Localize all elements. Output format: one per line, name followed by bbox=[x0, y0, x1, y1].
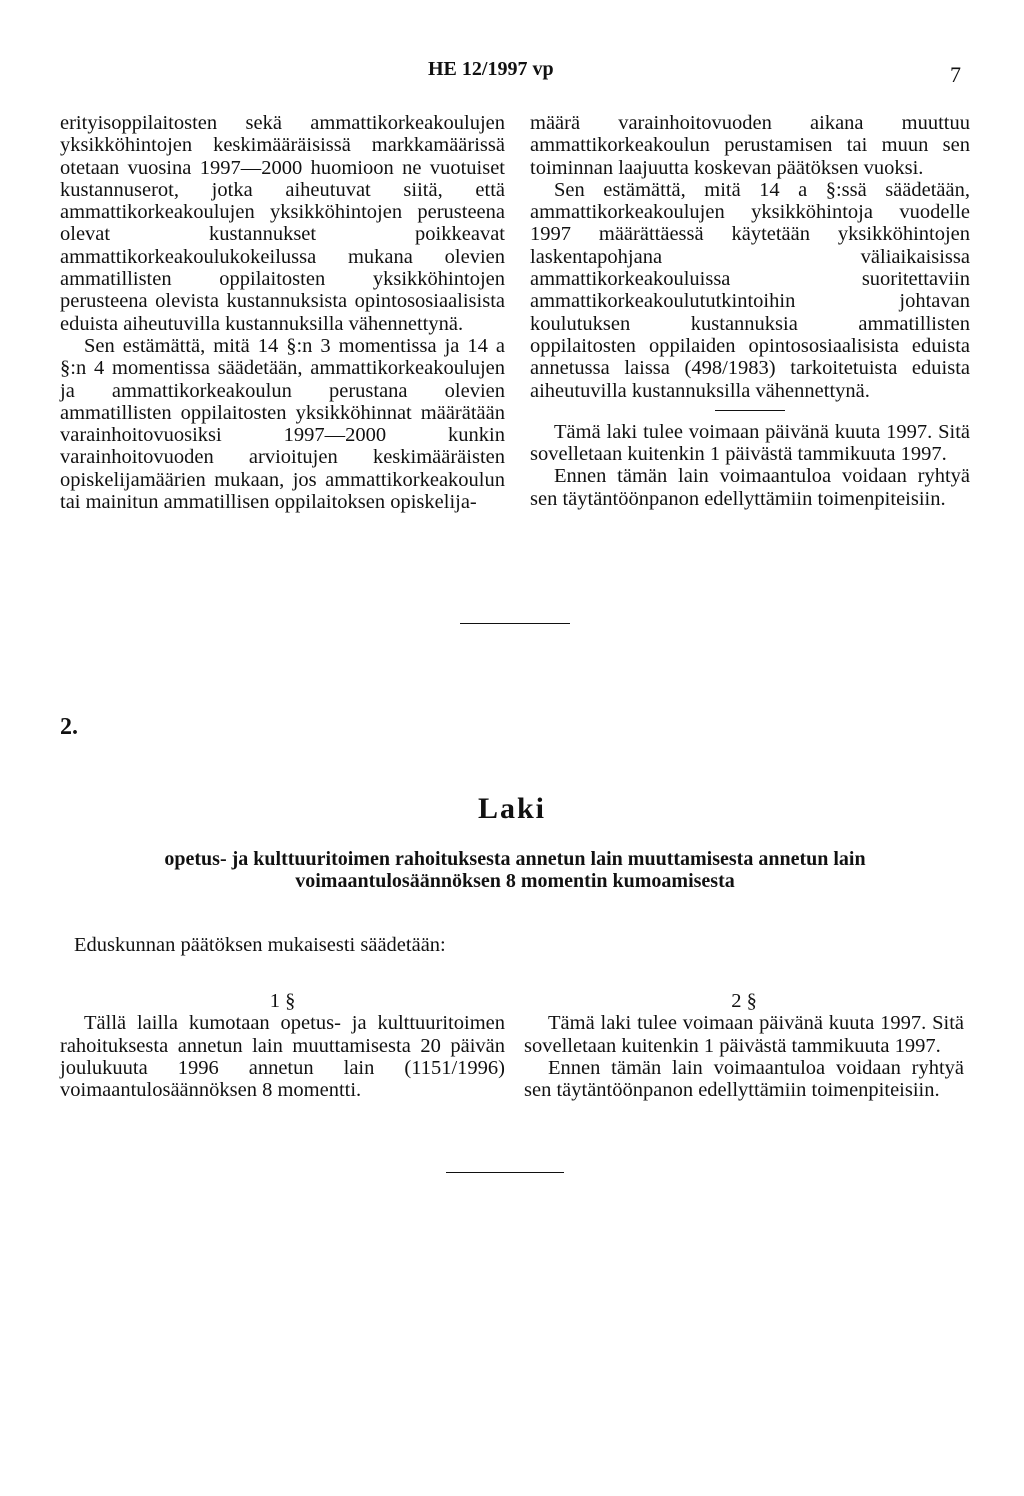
law-subtitle-line-1: opetus- ja kulttuuritoimen rahoituksesta annetun lain muuttamisesta annetun lain bbox=[164, 848, 866, 870]
section-1-heading: 1 § bbox=[269, 990, 296, 1012]
law-title: Laki bbox=[477, 792, 547, 825]
section-1-paragraph: Tällä lailla kumotaan opetus- ja kulttuuritoimen rahoituksesta annetun lain muuttamisesta 20 päivän joulukuuta 1996 annetun lain (1151/1996) voimaantulosäännöksen 8 momentti. bbox=[60, 1012, 505, 1102]
section-2-paragraph-1: Tämä laki tulee voimaan päivänä kuuta 1997. Sitä sovelletaan kuitenkin 1 päivästä tammikuuta 1997. bbox=[524, 1012, 964, 1057]
enacting-clause: Eduskunnan päätöksen mukaisesti säädetään: bbox=[74, 934, 446, 956]
section-number: 2. bbox=[60, 714, 78, 740]
section-1 bbox=[60, 990, 505, 1101]
section-2-heading: 2 § bbox=[731, 990, 757, 1012]
right-column bbox=[530, 112, 970, 510]
law-subtitle-line-2: voimaantulosäännöksen 8 momentin kumoamisesta bbox=[295, 870, 735, 892]
left-paragraph-2: Sen estämättä, mitä 14 §:n 3 momentissa ja 14 a §:n 4 momentissa säädetään, ammattikorkeakoulujen ja ammattikorkeakoulun perustana olevien ammatillisten oppilaitosten yksikköhinnat määrätään varainhoitovuosiksi 1997—2000 kunkin varainhoitovuoden arvioitujen keskimääräisten opiskelijamäärien mukaan, jos ammattikorkeakoulun tai mainitun ammatillisen oppilaitoksen opiskelija- bbox=[60, 334, 505, 514]
left-column bbox=[60, 112, 505, 513]
page-number: 7 bbox=[950, 62, 961, 87]
section-2-paragraph-2: Ennen tämän lain voimaantuloa voidaan ryhtyä sen täytäntöönpanon edellyttämiin toimenpiteisiin. bbox=[524, 1056, 964, 1102]
section-2 bbox=[524, 990, 964, 1101]
right-paragraph-3: Tämä laki tulee voimaan päivänä kuuta 1997. Sitä sovelletaan kuitenkin 1 päivästä tammikuuta 1997. bbox=[530, 420, 970, 466]
end-rule-1 bbox=[460, 623, 570, 624]
right-paragraph-2: Sen estämättä, mitä 14 a §:ssä säädetään, ammattikorkeakoulujen yksikköhintoja vuodelle 1997 määrättäessä käytetään yksikköhintojen laskentapohjana väliaikaisissa ammattikorkeakouluissa suoritettaviin ammattikorkeakoulututkintoihin johtavan koulutuksen kustannuksia ammatillisten oppilaitosten oppilaiden opintososiaalisista eduista annetussa laissa (498/1983) tarkoitetuista eduista aiheutuvilla kustannuksilla vähennettynä. bbox=[530, 178, 970, 402]
page-header bbox=[0, 58, 1024, 88]
right-paragraph-4: Ennen tämän lain voimaantuloa voidaan ryhtyä sen täytäntöönpanon edellyttämiin toimenpiteisiin. bbox=[530, 465, 970, 510]
document-id: HE 12/1997 vp bbox=[428, 58, 554, 80]
section-divider bbox=[715, 410, 785, 411]
law-subtitle bbox=[100, 848, 930, 892]
left-paragraph-1: erityisoppilaitosten sekä ammattikorkeakoulujen yksikköhintojen keskimääräisissä markkamäärissä otetaan vuosina 1997—2000 huomioon ne vuotuiset kustannuserot, jotka aiheutuvat siitä, että ammattikorkeakoulujen yksikköhintojen perusteena olevat kustannukset poikkeavat ammattikorkeakoulukokeilussa mukana olevien ammatillisten oppilaitosten yksikköhintojen perusteena olevista kustannuksista opintososiaalisista eduista aiheutuvilla kustannuksilla vähennettynä. bbox=[60, 112, 505, 335]
right-paragraph-1: määrä varainhoitovuoden aikana muuttuu ammattikorkeakoulun perustamisen tai muun sen toiminnan laajuutta koskevan päätöksen vuoksi. bbox=[530, 112, 970, 179]
end-rule-2 bbox=[446, 1172, 564, 1173]
